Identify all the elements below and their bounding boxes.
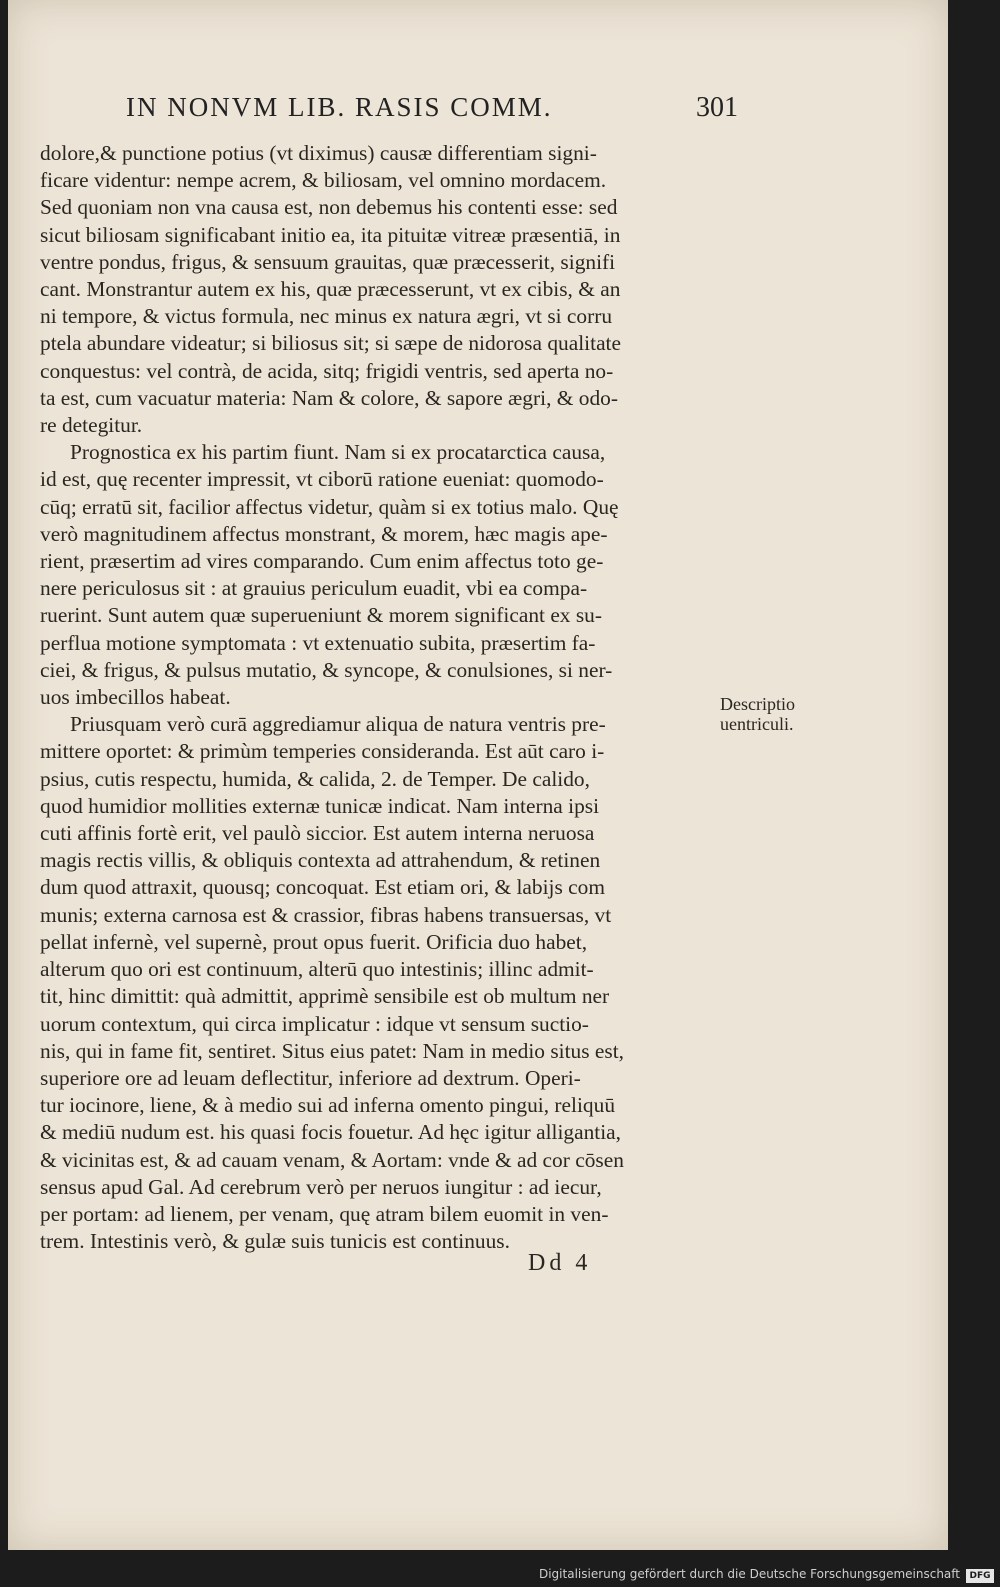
text-line: quod humidior mollities externæ tunicæ indicat. Nam interna ipsi bbox=[40, 793, 600, 818]
text-line: cūq; erratū sit, facilior affectus videtur, quàm si ex totius malo. Quę bbox=[40, 494, 619, 519]
text-line: verò magnitudinem affectus monstrant, & morem, hæc magis ape- bbox=[40, 521, 608, 546]
text-line: uorum contextum, qui circa implicatur : idque vt sensum suctio- bbox=[40, 1011, 589, 1036]
text-line: ventre pondus, frigus, & sensuum grauitas, quæ præcesserit, signifi bbox=[40, 249, 616, 274]
text-line: ta est, cum vacuatur materia: Nam & colore, & sapore ægri, & odo- bbox=[40, 385, 618, 410]
text-line: uos imbecillos habeat. bbox=[40, 685, 231, 710]
text-line: dolore,& punctione potius (vt diximus) causæ differentiam signi- bbox=[40, 141, 597, 165]
dfg-logo: DFG bbox=[966, 1569, 994, 1583]
text-line: cant. Monstrantur autem ex his, quæ præcesserunt, vt ex cibis, & an bbox=[40, 277, 621, 302]
text-line: conquestus: vel contrà, de acida, sitq; frigidi ventris, sed aperta no- bbox=[40, 358, 614, 383]
text-line: ruerint. Sunt autem quæ superueniunt & morem significant ex su- bbox=[40, 603, 602, 628]
margin-note bbox=[720, 694, 830, 734]
text-line: id est, quę recenter impressit, vt ciborū ratione eueniat: quomodo- bbox=[40, 467, 604, 492]
text-line: ficare videntur: nempe acrem, & biliosam, vel omnino mordacem. bbox=[40, 168, 607, 193]
text-line: nis, qui in fame fit, sentiret. Situs eius patet: Nam in medio situs est, bbox=[40, 1038, 625, 1063]
text-line: superiore ore ad leuam deflectitur, inferiore ad dextrum. Operi- bbox=[40, 1065, 581, 1090]
text-line: ptela abundare videatur; si biliosus sit; si sæpe de nidorosa qualitate bbox=[40, 331, 621, 356]
text-line: mittere oportet: & primùm temperies consideranda. Est aūt caro i- bbox=[40, 739, 605, 764]
digitization-credit: Digitalisierung gefördert durch die Deutsche Forschungsgemeinschaft bbox=[538, 1567, 960, 1581]
text-line: Sed quoniam non vna causa est, non debemus his contenti esse: sed bbox=[40, 195, 618, 220]
text-line: alterum quo ori est continuum, alterū quo intestinis; illinc admit- bbox=[40, 957, 594, 982]
text-line: Priusquam verò curā aggrediamur aliqua de natura ventris pre- bbox=[70, 712, 606, 737]
text-line: tur iocinore, liene, & à medio sui ad inferna omento pingui, reliquū bbox=[40, 1093, 616, 1118]
text-line: & vicinitas est, & ad cauam venam, & Aortam: vnde & ad cor cōsen bbox=[40, 1147, 624, 1172]
text-line: ni tempore, & victus formula, nec minus ex natura ægri, vt si corru bbox=[40, 304, 613, 329]
text-line: tit, hinc dimittit: quà admittit, apprimè sensibile est ob multum ner bbox=[40, 984, 610, 1009]
text-line: re detegitur. bbox=[40, 413, 143, 438]
page-header bbox=[126, 92, 738, 132]
page-number: 301 bbox=[696, 92, 738, 123]
text-line: nere periculosus sit : at grauius periculum euadit, vbi ea compa- bbox=[40, 576, 588, 601]
text-line: psius, cutis respectu, humida, & calida, 2. de Temper. De calido, bbox=[40, 766, 590, 791]
text-line: trem. Intestinis verò, & gulæ suis tunicis est continuus. bbox=[40, 1229, 510, 1254]
signature-mark: Dd 4 bbox=[528, 1250, 592, 1276]
text-line: rient, præsertim ad vires comparando. Cum enim affectus toto ge- bbox=[40, 549, 604, 574]
text-line: pellat infernè, vel supernè, prout opus fuerit. Orificia duo habet, bbox=[40, 929, 588, 954]
text-line: sensus apud Gal. Ad cerebrum verò per neruos iungitur : ad iecur, bbox=[40, 1174, 602, 1199]
text-line: sicut biliosam significabant initio ea, ita pituitæ vitreæ præsentiā, in bbox=[40, 222, 621, 247]
text-line: magis rectis villis, & obliquis contexta ad attrahendum, & retinen bbox=[40, 848, 601, 873]
text-line: Prognostica ex his partim fiunt. Nam si ex procatarctica causa, bbox=[70, 440, 606, 465]
text-line: munis; externa carnosa est & crassior, fibras habens transuersas, vt bbox=[40, 902, 612, 927]
text-line: ciei, & frigus, & pulsus mutatio, & syncope, & conulsiones, si ner- bbox=[40, 657, 613, 682]
text-line: per portam: ad lienem, per venam, quę atram bilem euomit in ven- bbox=[40, 1201, 609, 1226]
running-title: IN NONVM LIB. RASIS COMM. bbox=[126, 92, 553, 122]
book-page bbox=[8, 0, 948, 1550]
text-line: dum quod attraxit, quousq; concoquat. Est etiam ori, & labijs com bbox=[40, 875, 605, 900]
text-line: cuti affinis fortè erit, vel paulò siccior. Est autem interna neruosa bbox=[40, 821, 595, 846]
margin-note-line: Descriptio bbox=[720, 694, 795, 714]
text-line: & mediū nudum est. his quasi focis fouetur. Ad hęc igitur alligantia, bbox=[40, 1120, 622, 1145]
margin-note-line: uentriculi. bbox=[720, 714, 794, 734]
text-line: perflua motione symptomata : vt extenuatio subita, præsertim fa- bbox=[40, 630, 596, 655]
body-text bbox=[40, 140, 720, 1255]
